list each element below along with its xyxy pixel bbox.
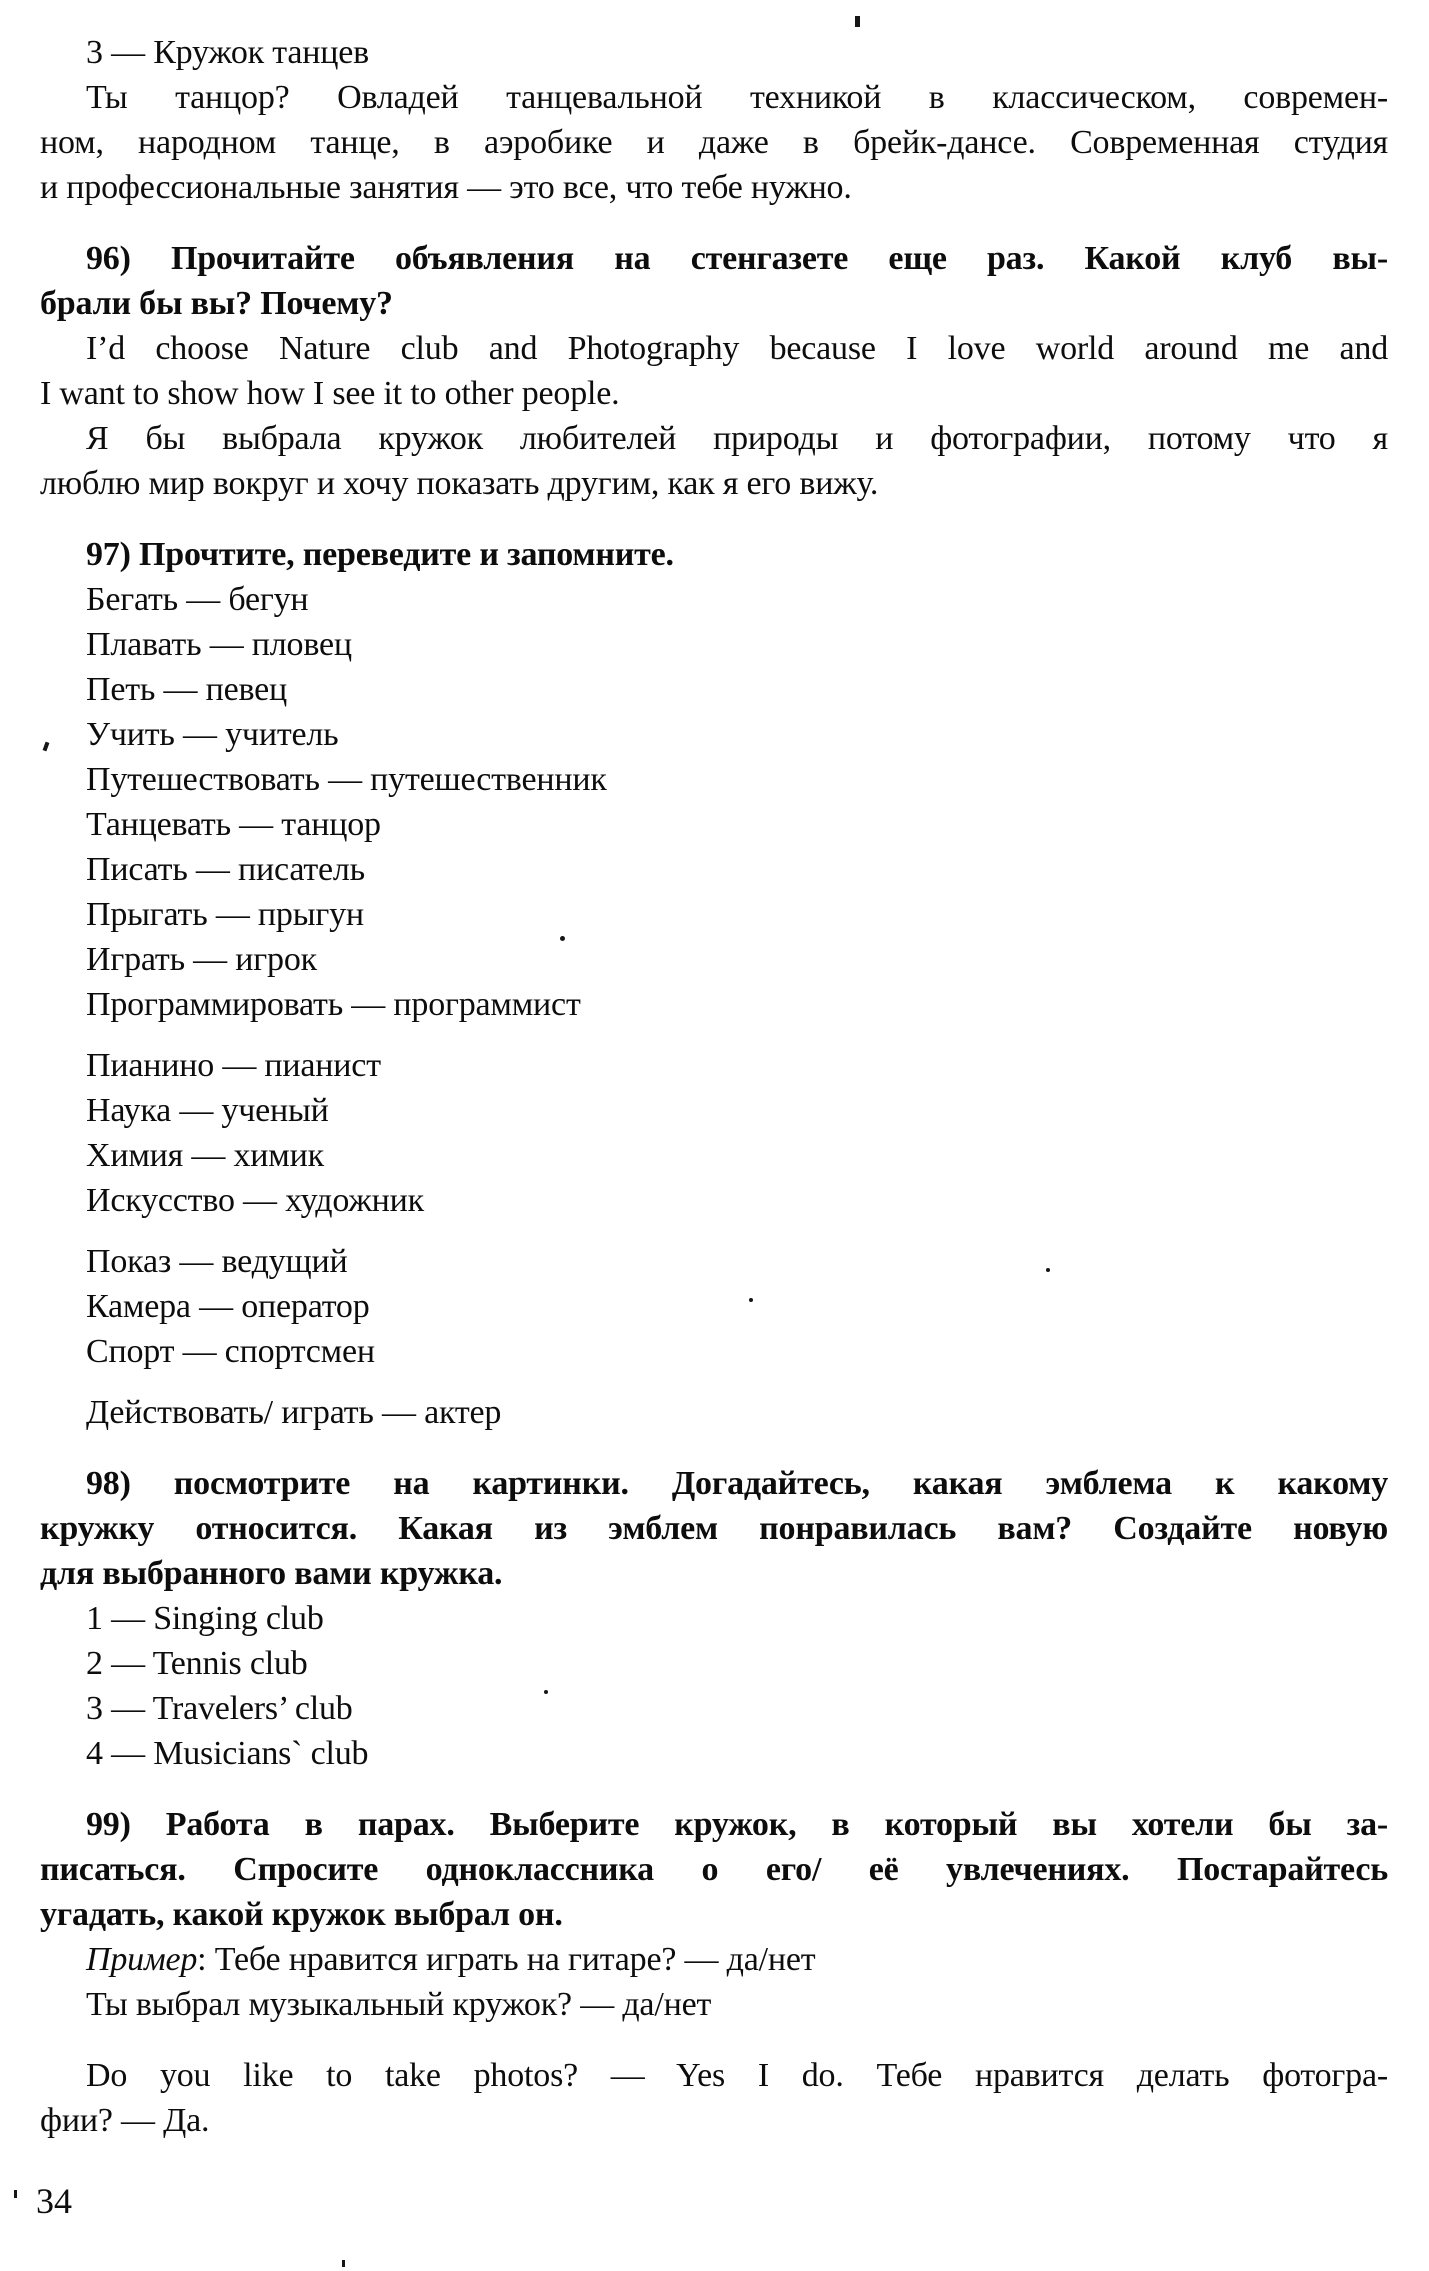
- word-pair-line: Действовать/ играть — актер: [86, 1394, 502, 1431]
- word-pair-line: Путешествовать — путешественник: [86, 761, 607, 798]
- scan-speck: [342, 2260, 345, 2267]
- word-pair-line: Писать — писатель: [86, 851, 365, 888]
- answer-96-english-line: I want to show how I see it to other people.: [40, 375, 620, 412]
- dance-paragraph-line: ном, народном танце, в аэробике и даже в брейк-дансе. Современная студия: [40, 124, 1388, 161]
- dialogue-line: Do you like to take photos? — Yes I do. Тебе нравится делать фотогра-: [86, 2057, 1388, 2094]
- club-list-item: 3 — Travelers’ club: [86, 1690, 353, 1727]
- task-99-heading-line: писаться. Спросите одноклассника о его/ её увлечениях. Постарайтесь: [40, 1851, 1388, 1888]
- page-number: 34: [36, 2181, 72, 2221]
- dialogue-line: фии? — Да.: [40, 2102, 210, 2139]
- task-99-heading-line: угадать, какой кружок выбрал он.: [40, 1896, 563, 1933]
- word-pair-line: Бегать — бегун: [86, 581, 309, 618]
- word-pair-line: Наука — ученый: [86, 1092, 329, 1129]
- scan-speck: [14, 2190, 17, 2198]
- answer-3-dance-club-line: 3 — Кружок танцев: [86, 34, 369, 71]
- answer-96-russian-line: люблю мир вокруг и хочу показать другим, как я его вижу.: [40, 465, 879, 502]
- answer-96-english-line: I’d choose Nature club and Photography because I love world around me and: [86, 330, 1388, 367]
- dance-paragraph-line: и профессиональные занятия — это все, что тебе нужно.: [40, 169, 852, 206]
- task-98-heading-line: кружку относится. Какая из эмблем понравилась вам? Создайте новую: [40, 1510, 1388, 1547]
- word-pair-line: Химия — химик: [86, 1137, 324, 1174]
- answer-96-russian-line: Я бы выбрала кружок любителей природы и фотографии, потому что я: [86, 420, 1388, 457]
- task-97-heading: 97) Прочтите, переведите и запомните.: [86, 536, 674, 573]
- task-98-heading-line: 98) посмотрите на картинки. Догадайтесь, какая эмблема к какому: [86, 1465, 1388, 1502]
- word-pair-line: Камера — оператор: [86, 1288, 370, 1325]
- example-label: Пример: [86, 1941, 198, 1978]
- task-96-heading-line: 96) Прочитайте объявления на стенгазете еще раз. Какой клуб вы-: [86, 240, 1388, 277]
- task-96-heading-line: брали бы вы? Почему?: [40, 285, 393, 322]
- scan-speck: [544, 1690, 548, 1694]
- scan-speck: [560, 936, 565, 941]
- word-pair-line: Прыгать — прыгун: [86, 896, 364, 933]
- example-line: Ты выбрал музыкальный кружок? — да/нет: [86, 1986, 712, 2023]
- word-pair-line: Играть — игрок: [86, 941, 317, 978]
- word-pair-line: Программировать — программист: [86, 986, 581, 1023]
- word-pair-line: Петь — певец: [86, 671, 288, 708]
- word-pair-line: Показ — ведущий: [86, 1243, 348, 1280]
- scan-speck: [1046, 1268, 1050, 1272]
- scan-speck: [749, 1298, 753, 1302]
- club-list-item: 2 — Tennis club: [86, 1645, 308, 1682]
- example-text: : Тебе нравится играть на гитаре? — да/нет: [197, 1941, 816, 1978]
- word-pair-line: Спорт — спортсмен: [86, 1333, 375, 1370]
- dance-paragraph-line: Ты танцор? Овладей танцевальной техникой в классическом, современ-: [86, 79, 1388, 116]
- club-list-item: 1 — Singing club: [86, 1600, 324, 1637]
- word-pair-line: Танцевать — танцор: [86, 806, 381, 843]
- example-line: [40, 1937, 1388, 1982]
- task-99-heading-line: 99) Работа в парах. Выберите кружок, в который вы хотели бы за-: [86, 1806, 1388, 1843]
- task-98-heading-line: для выбранного вами кружка.: [40, 1555, 503, 1592]
- word-pair-line: Плавать — пловец: [86, 626, 352, 663]
- club-list-item: 4 — Musicians` club: [86, 1735, 369, 1772]
- word-pair-line: Учить — учитель: [86, 716, 339, 753]
- scan-speck: [855, 16, 860, 27]
- word-pair-line: Пианино — пианист: [86, 1047, 381, 1084]
- word-pair-line: Искусство — художник: [86, 1182, 424, 1219]
